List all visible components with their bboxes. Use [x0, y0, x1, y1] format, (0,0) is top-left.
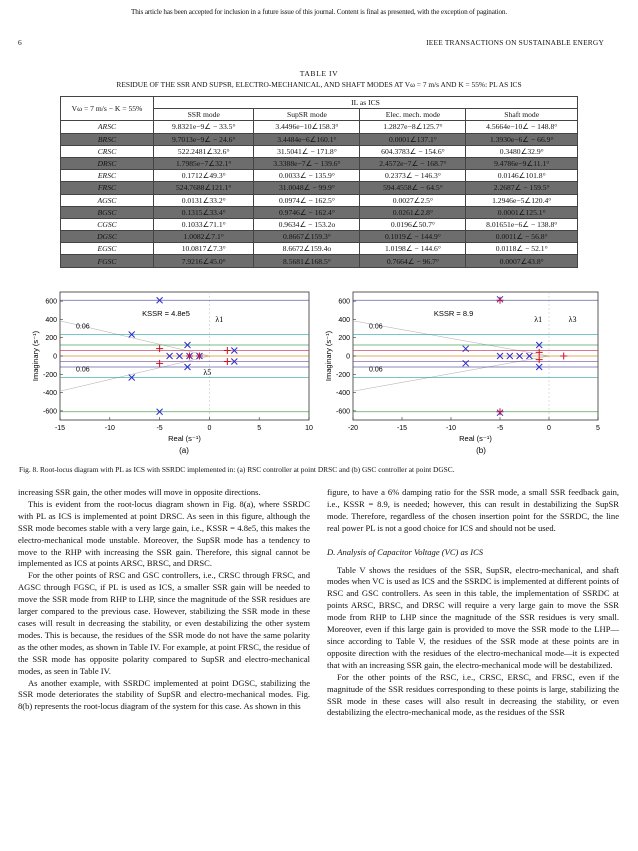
left-paragraph-4: As another example, with SSRDC implemented at point DGSC, stabilizing the SSR mode deteriorates the stability of SupSR and electro-mechanical modes. Fig. 8(b) represents the root-locus diagram of the system for this case. As shown in this: [18, 677, 310, 712]
page-number: 6: [18, 38, 22, 47]
x-tick-label: 0: [207, 425, 212, 432]
table-row: [61, 182, 578, 194]
x-axis-label: Real (s⁻¹): [459, 434, 492, 443]
y-tick-label: 200: [338, 335, 350, 343]
table-column-header: Elec. mech. mode: [360, 109, 466, 121]
table-cell: 0.0146∠101.8°: [466, 170, 578, 182]
table-cell: 0.0196∠50.7°: [360, 218, 466, 230]
right-paragraph-1: figure, to have a 6% damping ratio for the SSR mode, a small SSR feedback gain, i.e., KSSR = 8.9, is needed; however, this can result in destabilizing the SupSR mode. Therefore, regardless of the chosen insertion point for the SSRDC, the line real power PL is not a good choice for ICS and should not be used.: [327, 487, 619, 533]
table-cell: 0.2373∠ − 146.3°: [360, 170, 466, 182]
y-tick-label: 400: [45, 316, 57, 324]
y-tick-label: 600: [45, 298, 57, 306]
table-cell: 0.0001∠125.1°: [466, 206, 578, 218]
right-paragraph-2: Table V shows the residues of the SSR, SupSR, electro-mechanical, and shaft modes when VC is used as ICS and the SSRDC is implemented at different points of RSC and GSC controllers. As seen in this table, the implementation of SSRDC at points ARSC, BRSC, and DRSC will require a very large gain to move the SSR mode from RHP to LHP since the magnitude of the SSR residues is very small. Moreover, even if this large gain is provided to move the SSR mode to the LHP—since according to Table V, the residues of the SSR mode at these points are in opposite direction with the residues of the electro-mechanical mode—it is expected that with an increasing SSR gain, the electro-mechanical mode will be destabilized.: [327, 564, 619, 670]
mode-label: λ3: [568, 315, 577, 325]
left-paragraph-2: This is evident from the root-locus diagram shown in Fig. 8(a), where SSRDC with PL as ICS is implemented at point DRSC. As seen in this figure, although the SSR mode becomes stable with a very large gain, i.e., KSSR = 4.8e5, this makes the electro-mechanical mode unstable. Moreover, the SupSR mode has a tendency to move to the RHP with increasing the SSR gain. Therefore, this signal cannot be implemented as ICS at points ARSC, BRSC, and DRSC.: [18, 498, 310, 569]
subfigure-label: (b): [476, 446, 486, 455]
table-row-label: BRSC: [61, 133, 154, 145]
table-cell: 0.0261∠2.8°: [360, 206, 466, 218]
table-row: [61, 255, 578, 267]
table-row-label: DRSC: [61, 157, 154, 169]
table-cell: 0.8667∠159.3°: [254, 231, 360, 243]
table-row-label: CGSC: [61, 218, 154, 230]
table-cell: 2.2687∠ − 159.5°: [466, 182, 578, 194]
table-cell: 8.01651e−6∠ − 138.8°: [466, 218, 578, 230]
gain-annotation: KSSR = 8.9: [433, 308, 474, 318]
figure-caption: Fig. 8. Root-locus diagram with PL as ICS with SSRDC implemented in: (a) RSC controller at point DRSC and (b) GSC controller at point DGSC.: [19, 465, 455, 474]
table-group-header: IL as ICS: [154, 97, 578, 109]
left-paragraph-3: For the other points of RSC and GSC controllers, i.e., CRSC through FRSC, and AGSC through FGSC, if PL is used as ICS, a smaller SSR gain will be needed to move the SSR mode from RHP to LHP, since the magnitude of the SSR residues are larger compared to the previous case. However, stabilizing the SSR mode in these cases will result in decreasing the stability, or even destabilizing the other system modes. This is because, the residues of the SSR mode do not have the same polarity as the other modes, as shown in Table IV. For example, at point FRSC, the residue of the SSR mode has opposite polarity compared to SupSR and electro-mechanical modes, as seen in Table IV.: [18, 570, 310, 676]
y-tick-label: -200: [42, 371, 57, 379]
y-tick-label: 0: [53, 353, 57, 361]
table-cell: 1.2827e−8∠125.7°: [360, 121, 466, 133]
table-cell: 604.3783∠ − 154.6°: [360, 145, 466, 157]
x-tick-label: 10: [305, 425, 313, 432]
table-cell: 31.5041∠ − 171.8°: [254, 145, 360, 157]
right-column: [327, 487, 619, 719]
table-row: [61, 157, 578, 169]
journal-title: IEEE TRANSACTIONS ON SUSTAINABLE ENERGY: [426, 38, 604, 47]
table-row: [61, 145, 578, 157]
table-cell: 0.1315∠33.4°: [154, 206, 254, 218]
table-cell: 2.4572e−7∠ − 168.7°: [360, 157, 466, 169]
y-axis-label: Imaginary (s⁻¹): [324, 330, 333, 382]
y-tick-label: -400: [42, 390, 57, 398]
table-cell: 31.0048∠ − 99.9°: [254, 182, 360, 194]
table-cell: 0.0027∠2.5°: [360, 194, 466, 206]
table-row-label: BGSC: [61, 206, 154, 218]
subfigure-label: (a): [179, 446, 189, 455]
table-row: [61, 194, 578, 206]
table-row-label: FRSC: [61, 182, 154, 194]
table-cell: 8.6672∠159.4o: [254, 243, 360, 255]
mode-label: λ1: [534, 315, 543, 325]
table-cell: 1.0082∠7.1°: [154, 231, 254, 243]
table-column-header: Shaft mode: [466, 109, 578, 121]
table-row-label: DGSC: [61, 231, 154, 243]
table-cell: 524.7688∠121.1°: [154, 182, 254, 194]
x-axis-label: Real (s⁻¹): [168, 434, 201, 443]
x-tick-label: -20: [347, 425, 359, 432]
x-tick-label: -10: [445, 425, 457, 432]
table-row-label: ERSC: [61, 170, 154, 182]
table-cell: 8.5681∠168.5°: [254, 255, 360, 267]
y-tick-label: 200: [45, 335, 57, 343]
table-cell: 3.4484e−6∠160.1°: [254, 133, 360, 145]
table-row-label: CRSC: [61, 145, 154, 157]
table-row: [61, 121, 578, 133]
table-cell: 0.0033∠ − 135.9°: [254, 170, 360, 182]
table-cell: 9.8321e−9∠ − 33.5°: [154, 121, 254, 133]
x-tick-label: 5: [257, 425, 262, 432]
table-column-header: SupSR mode: [254, 109, 360, 121]
table-cell: 1.7985e−7∠32.1°: [154, 157, 254, 169]
table-row-label: ARSC: [61, 121, 154, 133]
x-tick-label: 5: [596, 425, 600, 432]
table-cell: 0.9634∠ − 153.2o: [254, 218, 360, 230]
root-locus-svg: [28, 284, 608, 462]
table-cell: 522.2481∠32.6°: [154, 145, 254, 157]
table-cell: 0.0007∠43.8°: [466, 255, 578, 267]
left-column: [18, 487, 310, 713]
table-cell: 0.0011∠ − 56.8°: [466, 231, 578, 243]
root-locus-figure: [28, 284, 608, 462]
table-row: [61, 133, 578, 145]
table-cell: 1.2946e−5∠120.4°: [466, 194, 578, 206]
table-cell: 0.1019∠ − 144.9°: [360, 231, 466, 243]
right-paragraph-3: For the other points of the RSC, i.e., CRSC, ERSC, and FRSC, even if the magnitude of the SSR residues corresponding to these points is large, stabilizing the SSR mode in these cases will also result in decreasing the stability, or even destabilizing the electro-mechanical mode, as the residues of the SSR: [327, 671, 619, 718]
table-cell: 3.3388e−7∠ − 139.6°: [254, 157, 360, 169]
table-number: TABLE IV: [299, 69, 339, 78]
damping-label-top: 0.06: [369, 323, 383, 331]
table-cell: 0.9746∠ − 162.4°: [254, 206, 360, 218]
table-row: [61, 231, 578, 243]
table-cell: 0.1712∠49.3°: [154, 170, 254, 182]
table-cell: 9.4786e−9∠11.1°: [466, 157, 578, 169]
x-tick-label: 0: [547, 425, 551, 432]
table-cell: 0.0001∠137.1°: [360, 133, 466, 145]
damping-label-bottom: 0.06: [369, 366, 383, 374]
y-axis-label: Imaginary (s⁻¹): [31, 330, 40, 382]
section-heading: D. Analysis of Capacitor Voltage (VC) as ICS: [327, 546, 484, 557]
table-cell: 1.0198∠ − 144.6°: [360, 243, 466, 255]
y-tick-label: 400: [338, 316, 350, 324]
y-tick-label: -200: [335, 371, 350, 379]
table-cell: 0.7664∠ − 96.7°: [360, 255, 466, 267]
table-cell: 7.9216∠45.0°: [154, 255, 254, 267]
mode-label: λ1: [215, 315, 224, 325]
acceptance-notice: This article has been accepted for inclusion in a future issue of this journal. Content is final as presented, with the exception of pagination.: [131, 8, 507, 16]
table-row: [61, 218, 578, 230]
table-caption: RESIDUE OF THE SSR AND SUPSR, ELECTRO-MECHANICAL, AND SHAFT MODES AT Vω = 7 m/s AND K = 55%: PL AS ICS: [116, 80, 522, 89]
table-row-label: FGSC: [61, 255, 154, 267]
x-tick-label: -5: [496, 425, 504, 432]
y-tick-label: 600: [338, 298, 350, 306]
table-cell: 3.4496e−10∠158.3°: [254, 121, 360, 133]
mode-label: λ5: [203, 368, 212, 378]
table-cell: 0.0131∠33.2°: [154, 194, 254, 206]
table-cell: 4.5664e−10∠ − 148.8°: [466, 121, 578, 133]
table-cell: 9.7013e−9∠ − 24.6°: [154, 133, 254, 145]
x-tick-label: -15: [396, 425, 408, 432]
table-row: [61, 243, 578, 255]
gain-annotation: KSSR = 4.8e5: [142, 308, 190, 318]
y-tick-label: -600: [335, 408, 350, 416]
table-column-header: SSR mode: [154, 109, 254, 121]
left-paragraph-1: increasing SSR gain, the other modes will move in opposite directions.: [18, 487, 261, 497]
damping-label-top: 0.06: [76, 323, 90, 331]
residue-table: [60, 96, 578, 268]
table-cell: 0.3480∠32.9°: [466, 145, 578, 157]
table-cell: 1.3930e−6∠ − 66.9°: [466, 133, 578, 145]
y-tick-label: -400: [335, 390, 350, 398]
table-row: [61, 206, 578, 218]
table-row-label: AGSC: [61, 194, 154, 206]
table-row-label: EGSC: [61, 243, 154, 255]
y-tick-label: 0: [346, 353, 350, 361]
table-corner-header: Vω = 7 m/s − K = 55%: [61, 97, 154, 121]
y-tick-label: -600: [42, 408, 57, 416]
table-cell: 0.0118∠ − 52.1°: [466, 243, 578, 255]
x-tick-label: -15: [54, 425, 66, 432]
table-row: [61, 170, 578, 182]
damping-label-bottom: 0.06: [76, 366, 90, 374]
x-tick-label: -10: [104, 425, 115, 432]
table-cell: 10.0817∠7.3°: [154, 243, 254, 255]
table-cell: 594.4558∠ − 64.5°: [360, 182, 466, 194]
table-cell: 0.0974∠ − 162.5°: [254, 194, 360, 206]
x-tick-label: -5: [156, 425, 163, 432]
table-cell: 0.1033∠71.1°: [154, 218, 254, 230]
